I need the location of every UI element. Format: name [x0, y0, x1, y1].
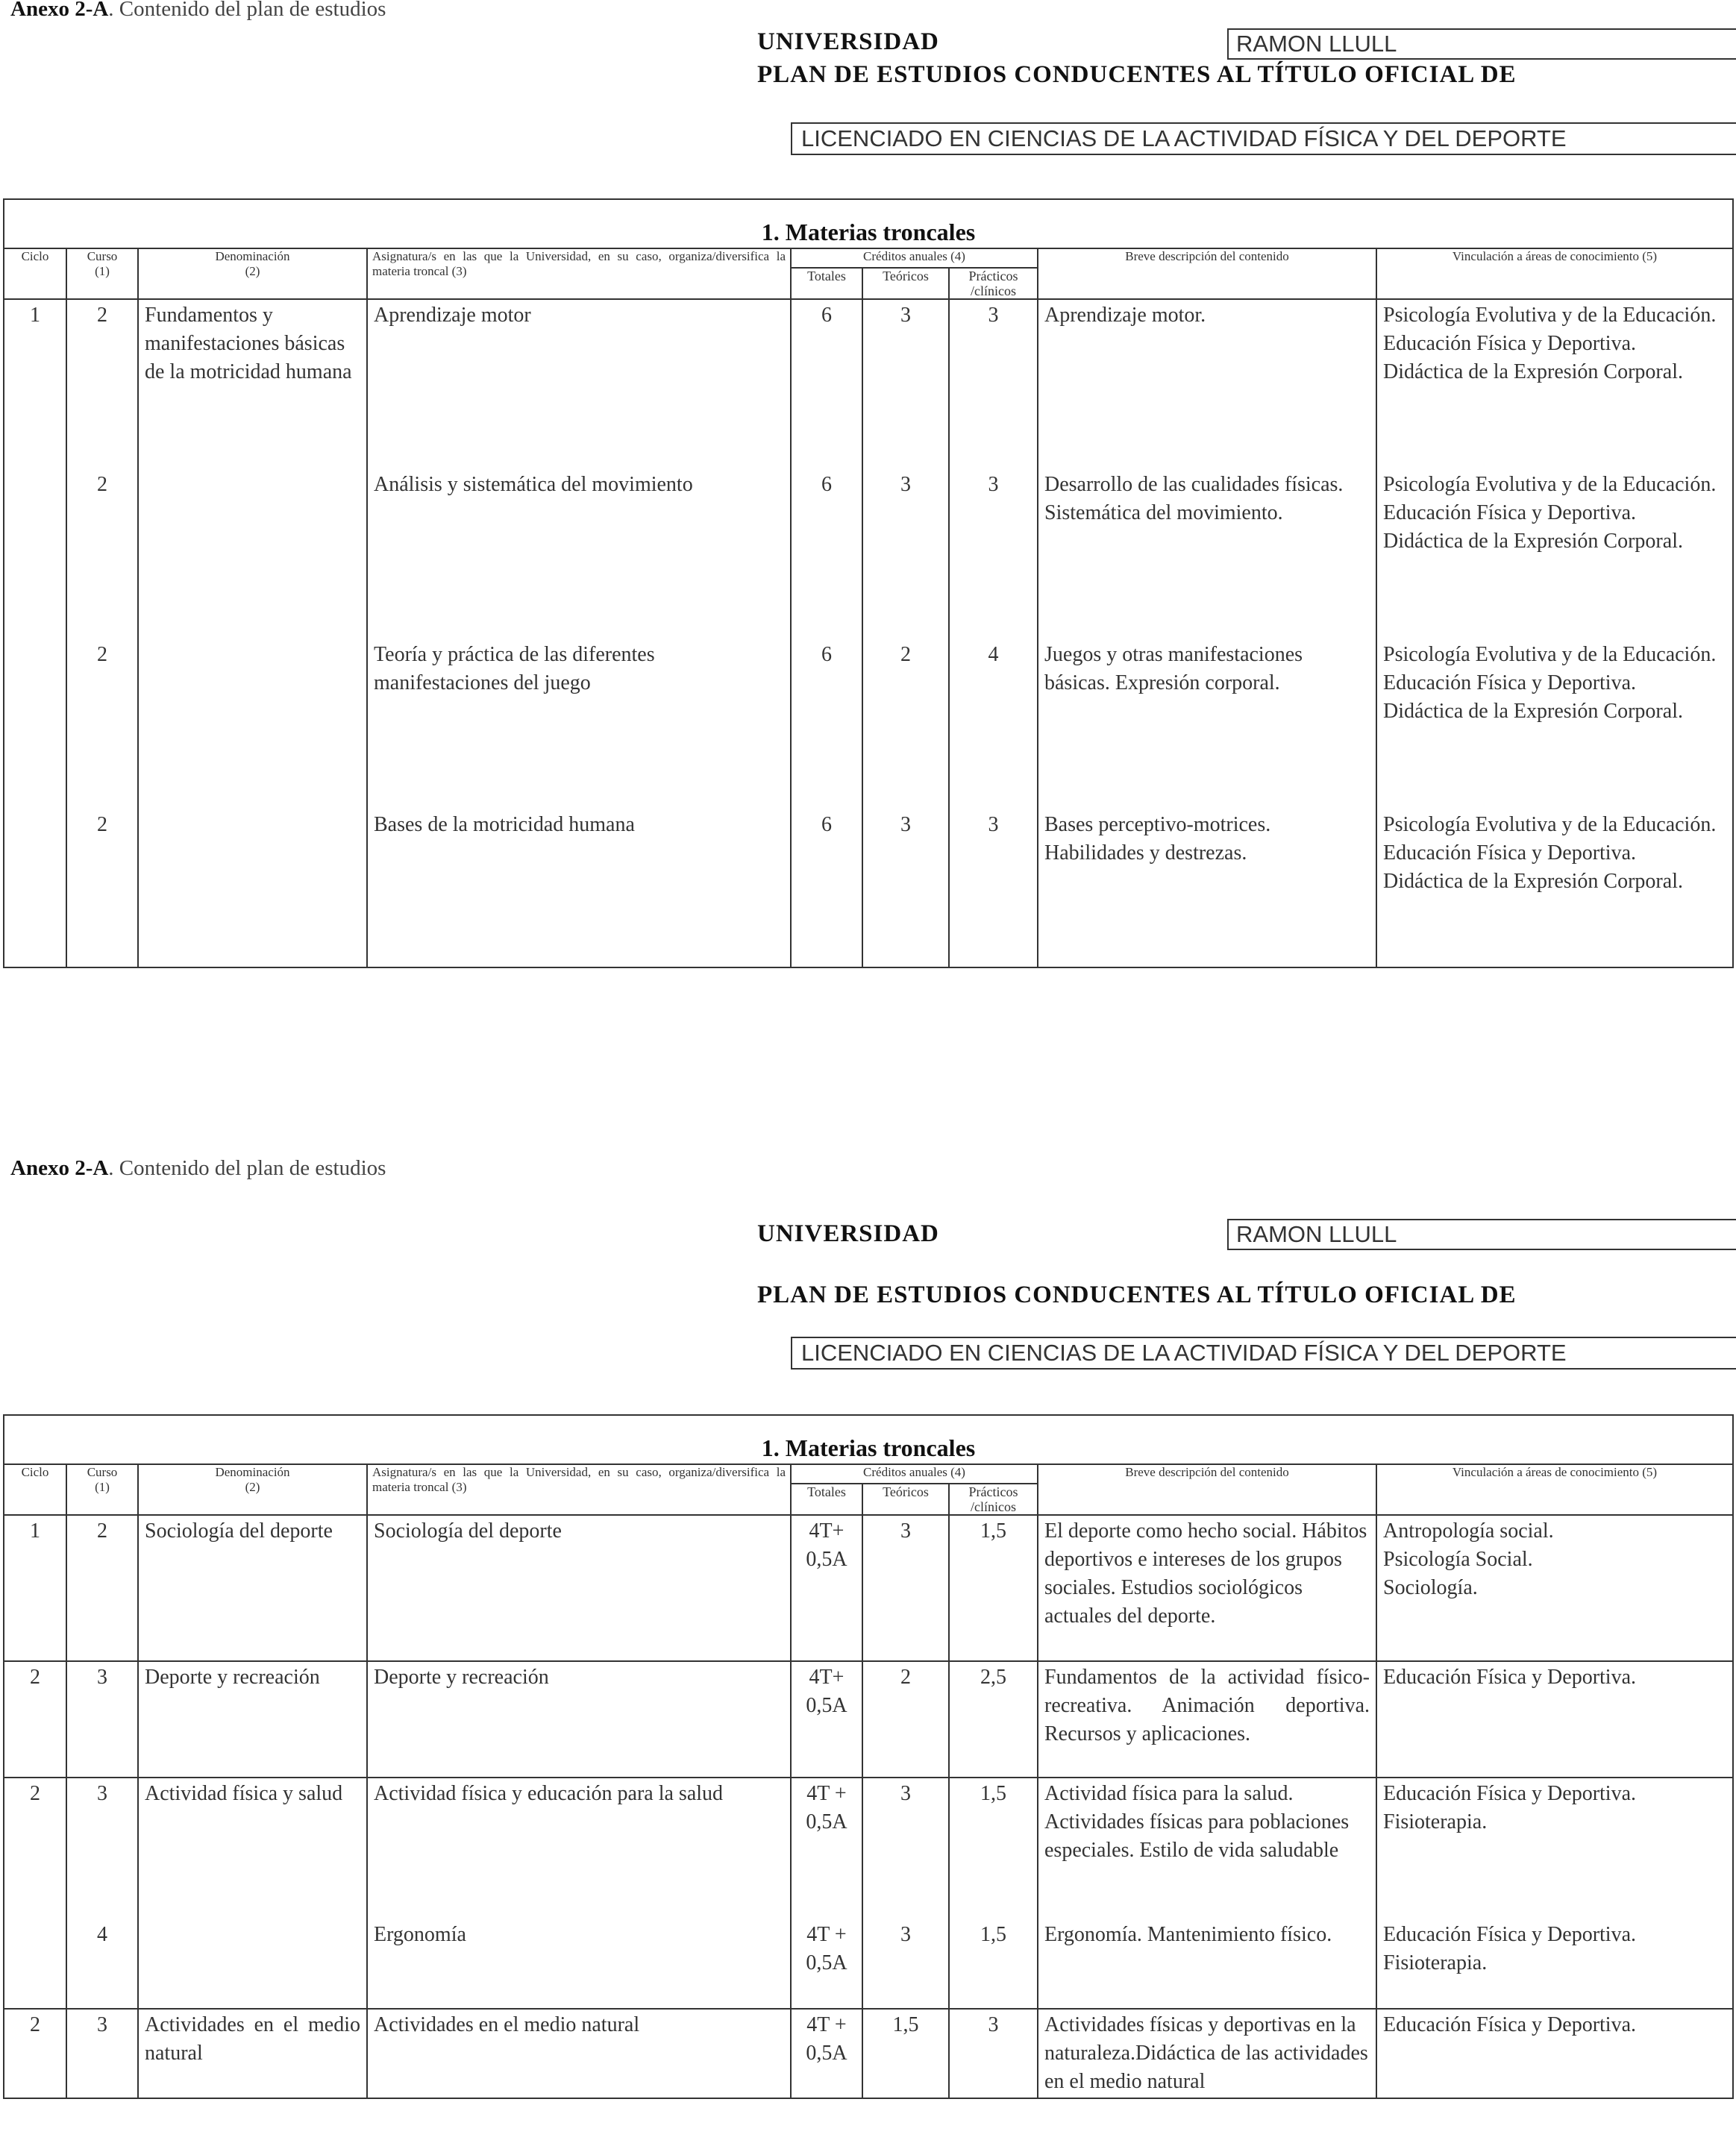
cell-practicos: 3: [949, 469, 1038, 639]
header-vinculacion: Vinculación a áreas de conocimiento (5): [1376, 248, 1733, 299]
cell-descripcion: Actividades físicas y deportivas en la naturaleza.Didáctica de las actividades en el medio natural: [1038, 2009, 1376, 2098]
table-row: [4, 639, 1733, 809]
plan-title: PLAN DE ESTUDIOS CONDUCENTES AL TÍTULO OFICIAL DE: [757, 61, 1517, 88]
cell-descripcion: Actividad física para la salud. Actividades físicas para poblaciones especiales. Estilo de vida saludable: [1038, 1778, 1376, 1919]
cell-totales: 6: [791, 469, 862, 639]
table-row: [4, 809, 1733, 967]
header-curso: Curso (1): [66, 1464, 138, 1515]
cell-descripcion: Juegos y otras manifestaciones básicas. Expresión corporal.: [1038, 639, 1376, 809]
header-teoricos: Teóricos: [862, 1484, 949, 1515]
cell-vinculacion: Educación Física y Deportiva.: [1376, 2009, 1733, 2098]
cell-totales: 4T+ 0,5A: [791, 1661, 862, 1778]
degree-box: LICENCIADO EN CIENCIAS DE LA ACTIVIDAD FÍSICA Y DEL DEPORTE: [791, 1337, 1736, 1370]
troncales-table-2: [3, 1414, 1732, 2099]
cell-totales: 4T + 0,5A: [791, 2009, 862, 2098]
cell-descripcion: Desarrollo de las cualidades físicas. Sistemática del movimiento.: [1038, 469, 1376, 639]
cell-ciclo: 2: [4, 1661, 66, 1778]
cell-curso: 3: [66, 2009, 138, 2098]
table-row: [4, 299, 1733, 469]
cell-denominacion: Sociología del deporte: [138, 1515, 367, 1661]
header-vinculacion: Vinculación a áreas de conocimiento (5): [1376, 1464, 1733, 1515]
cell-practicos: 4: [949, 639, 1038, 809]
header-creditos: Créditos anuales (4): [791, 1464, 1038, 1484]
cell-asignatura: Aprendizaje motor: [367, 299, 791, 469]
cell-denominacion: Deporte y recreación: [138, 1661, 367, 1778]
cell-practicos: 3: [949, 809, 1038, 967]
cell-teoricos: 3: [862, 1919, 949, 2009]
cell-teoricos: 2: [862, 1661, 949, 1778]
table-row: [4, 1515, 1733, 1661]
cell-totales: 4T + 0,5A: [791, 1919, 862, 2009]
annex-heading: Anexo 2-A. Contenido del plan de estudios: [10, 1156, 386, 1180]
table-row: [4, 2009, 1733, 2098]
header-totales: Totales: [791, 1484, 862, 1515]
cell-ciclo: 2: [4, 2009, 66, 2098]
header-denominacion: Denominación (2): [138, 1464, 367, 1515]
header-asignatura: Asignatura/s en las que la Universidad, en su caso, organiza/diversifica la materia troncal (3): [367, 1464, 791, 1515]
cell-curso: 4: [66, 1919, 138, 2009]
header-curso: Curso (1): [66, 248, 138, 299]
cell-asignatura: Deporte y recreación: [367, 1661, 791, 1778]
cell-teoricos: 3: [862, 1515, 949, 1661]
cell-curso: 2: [66, 639, 138, 809]
cell-totales: 4T + 0,5A: [791, 1778, 862, 1919]
cell-descripcion: Aprendizaje motor.: [1038, 299, 1376, 469]
cell-practicos: 2,5: [949, 1661, 1038, 1778]
cell-ciclo: 2: [4, 1778, 66, 1919]
cell-curso: 2: [66, 469, 138, 639]
cell-teoricos: 3: [862, 809, 949, 967]
cell-denominacion: [138, 639, 367, 809]
university-label: UNIVERSIDAD: [757, 1220, 939, 1247]
degree-box: LICENCIADO EN CIENCIAS DE LA ACTIVIDAD FÍSICA Y DEL DEPORTE: [791, 122, 1736, 155]
header-denominacion: Denominación (2): [138, 248, 367, 299]
cell-totales: 6: [791, 299, 862, 469]
cell-asignatura: Bases de la motricidad humana: [367, 809, 791, 967]
cell-vinculacion: Psicología Evolutiva y de la Educación. Educación Física y Deportiva. Didáctica de la Expresión Corporal.: [1376, 809, 1733, 967]
cell-ciclo: [4, 1919, 66, 2009]
table-row: [4, 469, 1733, 639]
plan-title: PLAN DE ESTUDIOS CONDUCENTES AL TÍTULO OFICIAL DE: [757, 1281, 1517, 1308]
cell-asignatura: Análisis y sistemática del movimiento: [367, 469, 791, 639]
header-teoricos: Teóricos: [862, 268, 949, 299]
cell-teoricos: 3: [862, 299, 949, 469]
header-practicos: Prácticos /clínicos: [949, 268, 1038, 299]
cell-teoricos: 1,5: [862, 2009, 949, 2098]
cell-ciclo: [4, 469, 66, 639]
cell-asignatura: Actividad física y educación para la salud: [367, 1778, 791, 1919]
cell-asignatura: Ergonomía: [367, 1919, 791, 2009]
table-row: [4, 1661, 1733, 1778]
cell-vinculacion: Educación Física y Deportiva. Fisioterapia.: [1376, 1778, 1733, 1919]
cell-curso: 3: [66, 1661, 138, 1778]
cell-teoricos: 3: [862, 1778, 949, 1919]
cell-ciclo: 1: [4, 299, 66, 469]
cell-practicos: 1,5: [949, 1515, 1038, 1661]
cell-descripcion: Ergonomía. Mantenimiento físico.: [1038, 1919, 1376, 2009]
cell-descripcion: El deporte como hecho social. Hábitos deportivos e intereses de los grupos sociales. Estudios sociológicos actuales del deporte.: [1038, 1515, 1376, 1661]
cell-practicos: 1,5: [949, 1778, 1038, 1919]
cell-vinculacion: Psicología Evolutiva y de la Educación. Educación Física y Deportiva. Didáctica de la Expresión Corporal.: [1376, 299, 1733, 469]
cell-ciclo: [4, 809, 66, 967]
university-name-box: RAMON LLULL: [1227, 28, 1736, 60]
cell-descripcion: Bases perceptivo-motrices. Habilidades y destrezas.: [1038, 809, 1376, 967]
header-creditos: Créditos anuales (4): [791, 248, 1038, 268]
header-ciclo: Ciclo: [4, 248, 66, 299]
cell-vinculacion: Educación Física y Deportiva. Fisioterapia.: [1376, 1919, 1733, 2009]
cell-teoricos: 3: [862, 469, 949, 639]
cell-ciclo: [4, 639, 66, 809]
cell-asignatura: Actividades en el medio natural: [367, 2009, 791, 2098]
cell-vinculacion: Psicología Evolutiva y de la Educación. Educación Física y Deportiva. Didáctica de la Expresión Corporal.: [1376, 639, 1733, 809]
cell-curso: 2: [66, 299, 138, 469]
cell-vinculacion: Educación Física y Deportiva.: [1376, 1661, 1733, 1778]
header-ciclo: Ciclo: [4, 1464, 66, 1515]
cell-asignatura: Sociología del deporte: [367, 1515, 791, 1661]
cell-curso: 3: [66, 1778, 138, 1919]
cell-asignatura: Teoría y práctica de las diferentes manifestaciones del juego: [367, 639, 791, 809]
cell-practicos: 3: [949, 2009, 1038, 2098]
cell-denominacion: Actividades en el medio natural: [138, 2009, 367, 2098]
cell-totales: 4T+ 0,5A: [791, 1515, 862, 1661]
cell-descripcion: Fundamentos de la actividad físico-recreativa. Animación deportiva. Recursos y aplicaciones.: [1038, 1661, 1376, 1778]
header-descripcion: Breve descripción del contenido: [1038, 248, 1376, 299]
header-totales: Totales: [791, 268, 862, 299]
header-practicos: Prácticos /clínicos: [949, 1484, 1038, 1515]
troncales-table-1: [3, 198, 1732, 968]
cell-practicos: 1,5: [949, 1919, 1038, 2009]
cell-practicos: 3: [949, 299, 1038, 469]
cell-curso: 2: [66, 809, 138, 967]
cell-vinculacion: Antropología social. Psicología Social. Sociología.: [1376, 1515, 1733, 1661]
cell-denominacion: [138, 809, 367, 967]
cell-totales: 6: [791, 639, 862, 809]
cell-vinculacion: Psicología Evolutiva y de la Educación. Educación Física y Deportiva. Didáctica de la Expresión Corporal.: [1376, 469, 1733, 639]
cell-denominacion: Fundamentos y manifestaciones básicas de la motricidad humana: [138, 299, 367, 469]
header-asignatura: Asignatura/s en las que la Universidad, en su caso, organiza/diversifica la materia troncal (3): [367, 248, 791, 299]
university-name-box: RAMON LLULL: [1227, 1219, 1736, 1250]
cell-totales: 6: [791, 809, 862, 967]
cell-curso: 2: [66, 1515, 138, 1661]
annex-heading: Anexo 2-A. Contenido del plan de estudios: [10, 0, 386, 21]
cell-denominacion: [138, 1919, 367, 2009]
cell-teoricos: 2: [862, 639, 949, 809]
section-title: 1. Materias troncales: [4, 199, 1733, 248]
table-row: [4, 1919, 1733, 2009]
cell-denominacion: Actividad física y salud: [138, 1778, 367, 1919]
university-label: UNIVERSIDAD: [757, 28, 939, 55]
table-row: [4, 1778, 1733, 1919]
cell-ciclo: 1: [4, 1515, 66, 1661]
header-descripcion: Breve descripción del contenido: [1038, 1464, 1376, 1515]
section-title: 1. Materias troncales: [4, 1415, 1733, 1464]
cell-denominacion: [138, 469, 367, 639]
